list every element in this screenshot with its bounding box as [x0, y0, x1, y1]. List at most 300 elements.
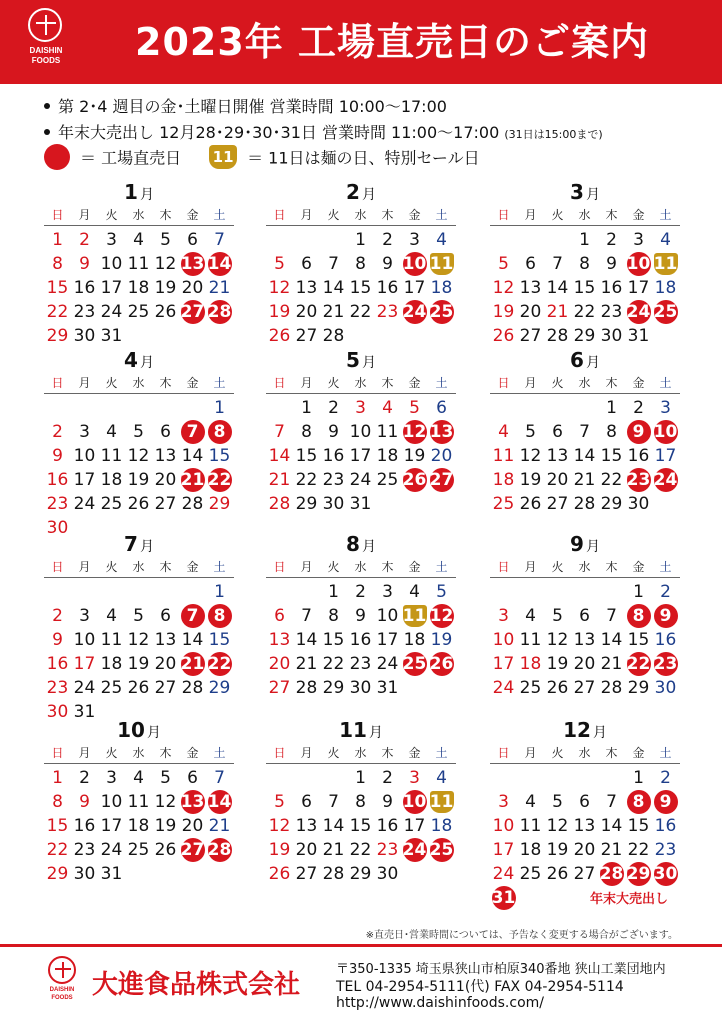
day-number: 1 — [355, 230, 366, 250]
noodle-day-badge — [428, 252, 455, 276]
day-number: 22 — [600, 470, 623, 490]
calendar-day — [517, 300, 544, 324]
calendar-day — [152, 276, 179, 300]
calendar-day — [320, 300, 347, 324]
calendar-day — [98, 300, 125, 324]
calendar-day — [71, 252, 98, 276]
month-number: 11 — [339, 718, 367, 742]
calendar-day — [71, 862, 98, 886]
day-number: 6 — [160, 422, 171, 442]
calendar-day — [544, 252, 571, 276]
calendar-day — [401, 814, 428, 838]
calendar-day — [374, 814, 401, 838]
calendar-day — [625, 766, 652, 790]
weekday-label: 火 — [105, 560, 118, 574]
calendar-day — [44, 300, 71, 324]
weekday-label: 土 — [435, 376, 448, 390]
day-number: 20 — [519, 302, 542, 322]
day-number: 21 — [208, 816, 231, 836]
day-number: 26 — [154, 302, 177, 322]
day-number: 25 — [376, 470, 399, 490]
day-number: 13 — [519, 278, 542, 298]
day-number: 20 — [181, 816, 204, 836]
day-number: 4 — [106, 606, 117, 626]
calendar-day — [571, 862, 598, 886]
calendar-day — [71, 676, 98, 700]
calendar-day — [293, 252, 320, 276]
day-number: 16 — [376, 816, 399, 836]
day-number: 5 — [133, 422, 144, 442]
calendar-day — [44, 228, 71, 252]
sale-day-marker — [401, 252, 428, 276]
calendar-day — [598, 652, 625, 676]
calendar-day — [544, 324, 571, 348]
sale-day-marker — [179, 838, 206, 862]
calendar-day — [652, 444, 679, 468]
day-number: 10 — [492, 816, 515, 836]
month-unit: 月 — [139, 355, 154, 371]
day-number: 8 — [208, 420, 232, 444]
bullet-icon — [44, 103, 50, 109]
weekday-label: 月 — [78, 208, 91, 222]
day-number: 25 — [492, 494, 515, 514]
day-number: 20 — [154, 654, 177, 674]
calendar-day — [598, 468, 625, 492]
day-number: 21 — [180, 470, 205, 490]
calendar-day — [320, 628, 347, 652]
day-number: 27 — [154, 678, 177, 698]
calendar-day — [293, 862, 320, 886]
calendar-day — [428, 228, 455, 252]
day-number: 1 — [579, 230, 590, 250]
calendar-day — [98, 814, 125, 838]
calendar-day — [98, 766, 125, 790]
day-number: 18 — [127, 816, 150, 836]
calendar-day — [206, 228, 233, 252]
weekday-label: 土 — [435, 208, 448, 222]
calendar-day — [347, 420, 374, 444]
disclaimer-note: ※直売日･営業時間については、予告なく変更する場合がございます。 — [365, 930, 678, 941]
calendar-day — [625, 396, 652, 420]
calendar-day — [517, 862, 544, 886]
day-number: 22 — [349, 302, 372, 322]
day-number: 7 — [181, 604, 205, 628]
company-website-link[interactable]: http://www.daishinfoods.com/ — [336, 995, 544, 1011]
month-unit: 月 — [139, 187, 154, 203]
day-number: 18 — [100, 470, 123, 490]
calendar-day — [98, 444, 125, 468]
calendar-day — [125, 766, 152, 790]
calendar-day — [293, 300, 320, 324]
day-number: 17 — [627, 278, 650, 298]
calendar-day — [625, 276, 652, 300]
weekday-label: 木 — [605, 560, 618, 574]
day-number: 29 — [627, 678, 650, 698]
calendar-day — [125, 300, 152, 324]
calendar-day — [571, 324, 598, 348]
calendar-day — [652, 628, 679, 652]
weekday-label: 火 — [327, 208, 340, 222]
day-number: 20 — [295, 840, 318, 860]
calendar-day — [347, 580, 374, 604]
day-number: 6 — [579, 606, 590, 626]
day-number: 7 — [606, 606, 617, 626]
calendar-day — [598, 324, 625, 348]
day-number: 10 — [73, 630, 96, 650]
day-number: 17 — [73, 470, 96, 490]
day-number: 22 — [46, 302, 69, 322]
company-phone-fax: TEL 04-2954-5111(代) FAX 04-2954-5114 — [336, 979, 624, 995]
calendar-day — [544, 862, 571, 886]
day-number: 14 — [268, 446, 291, 466]
weekday-label: 水 — [132, 560, 145, 574]
month-6 — [490, 348, 680, 514]
day-number: 26 — [546, 678, 569, 698]
calendar-day — [598, 604, 625, 628]
day-number: 7 — [328, 254, 339, 274]
day-number: 14 — [600, 630, 623, 650]
day-number: 11 — [127, 792, 150, 812]
calendar-day — [125, 276, 152, 300]
calendar-day — [293, 324, 320, 348]
day-number: 22 — [207, 470, 232, 490]
calendar-day — [428, 396, 455, 420]
day-number: 22 — [573, 302, 596, 322]
calendar-day — [71, 324, 98, 348]
day-number: 5 — [160, 230, 171, 250]
day-number: 31 — [100, 864, 123, 884]
red-circle-icon — [44, 144, 70, 170]
day-number: 25 — [429, 840, 454, 860]
day-number: 25 — [100, 678, 123, 698]
month-unit: 月 — [361, 355, 376, 371]
calendar-day — [625, 580, 652, 604]
day-number: 1 — [214, 582, 225, 602]
month-title — [44, 348, 234, 372]
day-number: 9 — [382, 792, 393, 812]
day-number: 1 — [633, 768, 644, 788]
weekday-header — [44, 558, 234, 576]
calendar-day — [347, 676, 374, 700]
calendar-day — [266, 838, 293, 862]
weekday-label: 水 — [354, 376, 367, 390]
calendar-day — [44, 766, 71, 790]
weekday-divider — [44, 577, 234, 578]
calendar-day — [374, 228, 401, 252]
day-number: 2 — [633, 398, 644, 418]
day-number: 26 — [492, 326, 515, 346]
month-7 — [44, 532, 234, 722]
day-number: 12 — [519, 446, 542, 466]
day-number: 11 — [376, 422, 399, 442]
calendar-day — [266, 790, 293, 814]
day-number: 16 — [46, 470, 69, 490]
day-number: 29 — [46, 326, 69, 346]
sale-day-marker — [490, 886, 517, 910]
month-unit: 月 — [592, 725, 607, 741]
calendar-day — [320, 468, 347, 492]
weekday-label: 金 — [632, 376, 645, 390]
day-number: 4 — [382, 398, 393, 418]
day-number: 27 — [295, 864, 318, 884]
calendar-day — [598, 276, 625, 300]
day-number: 8 — [301, 422, 312, 442]
day-number: 14 — [573, 446, 596, 466]
sale-day-marker — [428, 838, 455, 862]
calendar-day — [374, 396, 401, 420]
day-number: 9 — [79, 792, 90, 812]
day-number: 8 — [627, 790, 651, 814]
weekday-header — [44, 206, 234, 224]
calendar-day — [125, 420, 152, 444]
sale-day-marker — [428, 468, 455, 492]
month-title — [266, 532, 456, 556]
day-number: 19 — [127, 654, 150, 674]
day-number: 22 — [295, 470, 318, 490]
calendar-day — [571, 628, 598, 652]
calendar-day — [401, 628, 428, 652]
weekday-label: 水 — [132, 376, 145, 390]
day-number: 25 — [100, 494, 123, 514]
day-number: 21 — [295, 654, 318, 674]
calendar-day — [401, 580, 428, 604]
weekday-divider — [266, 763, 456, 764]
info-yearend-text: 年末大売出し 12月28･29･30･31日 営業時間 11:00〜17:00 — [58, 123, 500, 142]
day-number: 15 — [208, 446, 231, 466]
calendar-day — [347, 604, 374, 628]
calendar-day — [71, 652, 98, 676]
weekday-divider — [44, 763, 234, 764]
calendar-day — [125, 228, 152, 252]
day-number: 25 — [519, 864, 542, 884]
day-number: 13 — [546, 446, 569, 466]
weekday-label: 火 — [551, 208, 564, 222]
calendar-day — [374, 628, 401, 652]
calendar-day — [179, 444, 206, 468]
weekday-label: 木 — [381, 560, 394, 574]
day-number: 15 — [322, 630, 345, 650]
sale-day-marker — [206, 300, 233, 324]
day-number: 22 — [46, 840, 69, 860]
calendar-day — [652, 676, 679, 700]
day-number: 10 — [402, 792, 427, 812]
calendar-day — [44, 862, 71, 886]
calendar-day — [152, 252, 179, 276]
day-number: 10 — [73, 446, 96, 466]
calendar-day — [625, 324, 652, 348]
info-yearend-note: (31日は15:00まで) — [504, 128, 603, 141]
calendar-day — [544, 838, 571, 862]
info-schedule-text: 第 2･4 週目の金･土曜日開催 営業時間 10:00〜17:00 — [58, 97, 447, 116]
day-number: 9 — [382, 254, 393, 274]
calendar-day — [571, 838, 598, 862]
day-number: 8 — [627, 604, 651, 628]
calendar-day — [517, 252, 544, 276]
day-number: 7 — [328, 792, 339, 812]
calendar-day — [490, 444, 517, 468]
day-number: 16 — [654, 816, 677, 836]
weekday-label: 木 — [605, 208, 618, 222]
weekday-label: 金 — [408, 376, 421, 390]
calendar-day — [71, 228, 98, 252]
calendar-day — [571, 790, 598, 814]
day-number: 18 — [430, 278, 453, 298]
sale-day-marker — [179, 652, 206, 676]
weekday-label: 月 — [300, 376, 313, 390]
day-number: 28 — [207, 840, 232, 860]
calendar-day — [401, 228, 428, 252]
weekday-label: 金 — [408, 560, 421, 574]
day-number: 13 — [429, 422, 454, 442]
calendar-day — [266, 444, 293, 468]
calendar-day — [206, 628, 233, 652]
day-number: 14 — [600, 816, 623, 836]
calendar-day — [266, 252, 293, 276]
weekday-label: 金 — [632, 208, 645, 222]
weekday-label: 日 — [51, 746, 64, 760]
day-number: 23 — [654, 840, 677, 860]
calendar-day — [266, 652, 293, 676]
calendar-day — [652, 580, 679, 604]
calendar-day — [266, 300, 293, 324]
day-number: 12 — [402, 422, 427, 442]
month-1 — [44, 180, 234, 346]
calendar-day — [125, 628, 152, 652]
day-number: 30 — [349, 678, 372, 698]
weekday-header — [490, 374, 680, 392]
day-number: 2 — [382, 230, 393, 250]
noodle-day-badge — [428, 790, 455, 814]
day-number: 10 — [376, 606, 399, 626]
calendar-day — [266, 676, 293, 700]
day-number: 4 — [660, 230, 671, 250]
day-number: 13 — [573, 630, 596, 650]
day-number: 1 — [355, 768, 366, 788]
calendar-day — [293, 676, 320, 700]
calendar-day — [347, 492, 374, 516]
page-title: 2023年 工場直売日のご案内 — [135, 20, 649, 64]
calendar-day — [293, 492, 320, 516]
calendar-day — [347, 228, 374, 252]
day-number: 9 — [654, 790, 678, 814]
calendar-day — [625, 676, 652, 700]
sale-day-marker — [652, 300, 679, 324]
calendar-day — [293, 790, 320, 814]
weekday-label: 金 — [186, 376, 199, 390]
day-number: 6 — [301, 254, 312, 274]
calendar-day — [320, 324, 347, 348]
day-number: 7 — [274, 422, 285, 442]
calendar-day — [179, 492, 206, 516]
month-title — [44, 718, 234, 742]
calendar-day — [320, 396, 347, 420]
day-number: 12 — [127, 630, 150, 650]
info-line-schedule — [44, 94, 447, 117]
day-number: 10 — [626, 254, 651, 274]
day-number: 20 — [573, 840, 596, 860]
calendar-day — [152, 766, 179, 790]
day-number: 17 — [403, 278, 426, 298]
company-name: 大進食品株式会社 — [92, 970, 301, 1000]
weekday-label: 水 — [354, 560, 367, 574]
calendar-day — [206, 766, 233, 790]
day-number: 18 — [430, 816, 453, 836]
day-number: 9 — [627, 420, 651, 444]
weekday-header — [266, 206, 456, 224]
calendar-day — [544, 276, 571, 300]
calendar-day — [320, 276, 347, 300]
calendar-day — [71, 814, 98, 838]
day-number: 1 — [52, 768, 63, 788]
sale-day-marker — [598, 862, 625, 886]
sale-day-marker — [401, 300, 428, 324]
calendar-day — [490, 324, 517, 348]
calendar-day — [320, 604, 347, 628]
day-number: 9 — [355, 606, 366, 626]
calendar-day — [293, 838, 320, 862]
calendar-day — [71, 420, 98, 444]
month-number: 8 — [346, 532, 360, 556]
company-logo — [18, 8, 74, 74]
weekday-label: 月 — [300, 746, 313, 760]
sale-day-marker — [625, 790, 652, 814]
logo-mark-icon — [28, 8, 62, 42]
day-number: 19 — [403, 446, 426, 466]
day-number: 30 — [46, 518, 69, 538]
weekday-label: 土 — [435, 746, 448, 760]
calendar-day — [490, 676, 517, 700]
day-number: 8 — [52, 792, 63, 812]
calendar-day — [374, 468, 401, 492]
calendar-day — [152, 790, 179, 814]
calendar-day — [490, 628, 517, 652]
weekday-label: 月 — [300, 208, 313, 222]
day-number: 24 — [73, 678, 96, 698]
calendar-day — [179, 228, 206, 252]
calendar-day — [44, 838, 71, 862]
calendar-day — [517, 604, 544, 628]
calendar-day — [598, 628, 625, 652]
day-number: 17 — [492, 654, 515, 674]
calendar-day — [490, 652, 517, 676]
month-number: 10 — [117, 718, 145, 742]
calendar-day — [652, 396, 679, 420]
calendar-day — [598, 814, 625, 838]
calendar-day — [544, 652, 571, 676]
day-number: 24 — [402, 840, 427, 860]
month-title — [266, 718, 456, 742]
day-number: 28 — [322, 326, 345, 346]
sale-day-marker — [179, 790, 206, 814]
weekday-label: 土 — [435, 560, 448, 574]
calendar-day — [428, 444, 455, 468]
calendar-day — [625, 228, 652, 252]
day-number: 7 — [214, 230, 225, 250]
day-number: 23 — [376, 840, 399, 860]
weekday-label: 金 — [632, 746, 645, 760]
calendar-day — [374, 420, 401, 444]
calendar-day — [125, 252, 152, 276]
month-11 — [266, 718, 456, 884]
day-number: 27 — [573, 864, 596, 884]
weekday-label: 月 — [78, 746, 91, 760]
day-number: 28 — [207, 302, 232, 322]
day-number: 11 — [127, 254, 150, 274]
day-number: 26 — [402, 470, 427, 490]
month-unit: 月 — [146, 725, 161, 741]
calendar-day — [428, 628, 455, 652]
day-number: 17 — [349, 446, 372, 466]
